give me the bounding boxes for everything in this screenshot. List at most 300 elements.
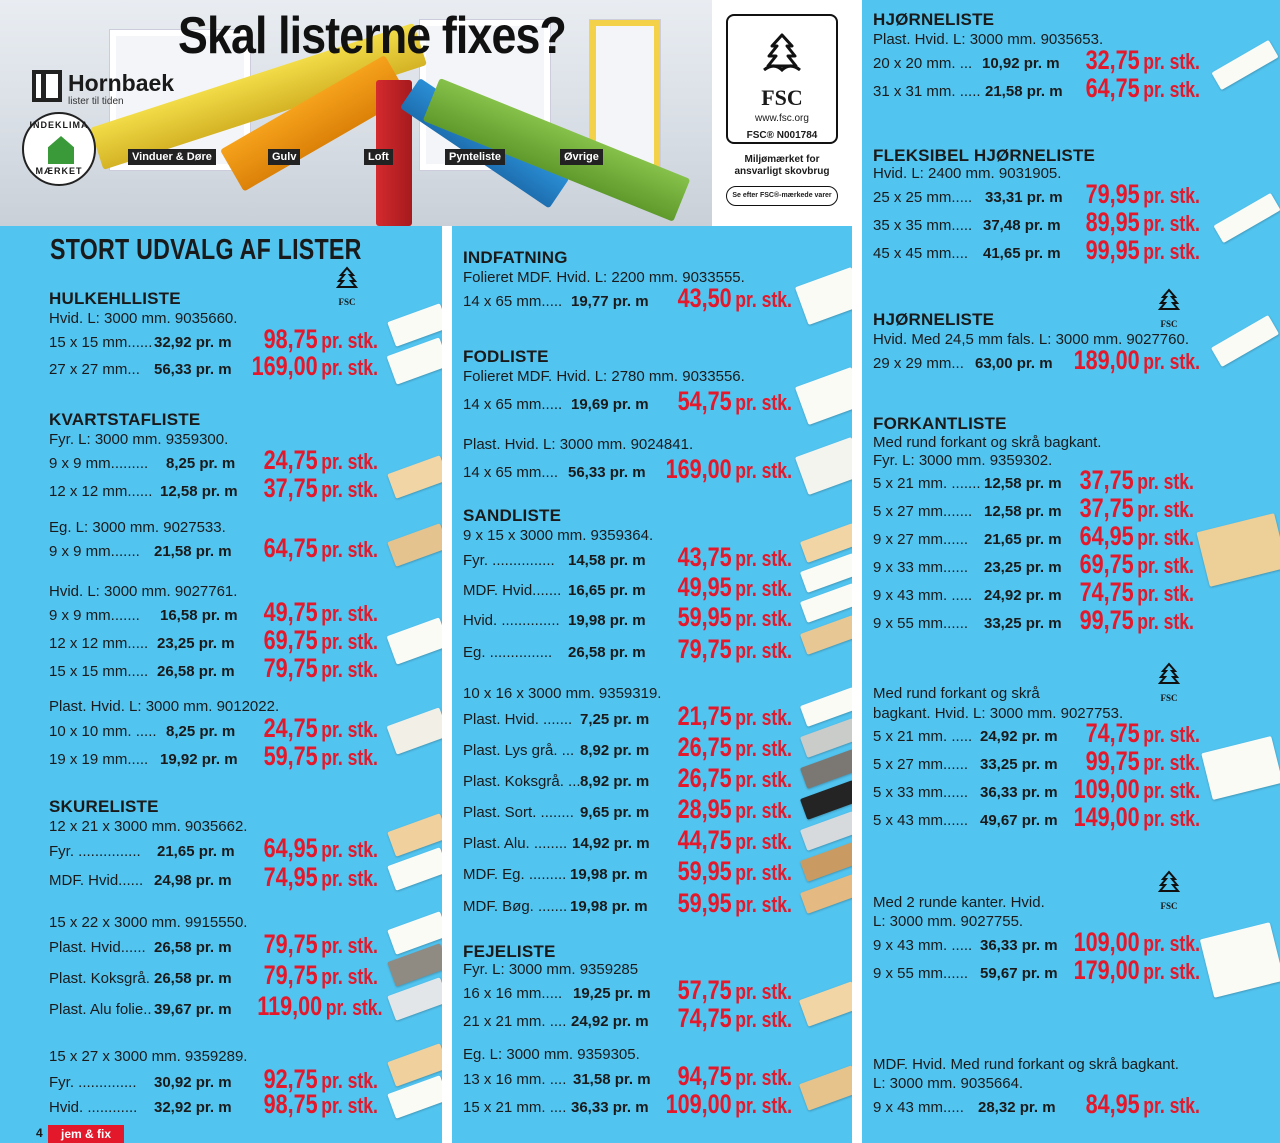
row-price bbox=[666, 1089, 792, 1120]
price-value: 64,75 bbox=[263, 533, 318, 563]
brand-badge: jem & fix bbox=[48, 1125, 124, 1143]
row-price-per-m: 36,33 pr. m bbox=[980, 937, 1058, 954]
page-footer bbox=[0, 1123, 130, 1143]
price-unit: pr. stk. bbox=[1143, 778, 1200, 803]
row-price-per-m: 7,25 pr. m bbox=[580, 711, 650, 728]
kvart-desc-2: Eg. L: 3000 mm. 9027533. bbox=[49, 519, 226, 536]
product-swatch bbox=[387, 707, 442, 754]
row-price-per-m: 21,65 pr. m bbox=[984, 531, 1062, 548]
feje-desc-2: Eg. L: 3000 mm. 9359305. bbox=[463, 1046, 640, 1063]
price-value: 37,75 bbox=[1079, 493, 1134, 523]
price-value: 24,75 bbox=[263, 445, 318, 475]
row-spec: Plast. Sort. ........ bbox=[463, 804, 574, 821]
price-unit: pr. stk. bbox=[735, 736, 792, 761]
price-unit: pr. stk. bbox=[735, 638, 792, 663]
row-price bbox=[678, 825, 792, 856]
row-price bbox=[1086, 45, 1200, 76]
hjorne-title: HJØRNELISTE bbox=[873, 10, 995, 29]
row-price bbox=[264, 653, 378, 684]
price-unit: pr. stk. bbox=[321, 328, 378, 353]
product-swatch bbox=[1211, 315, 1279, 367]
price-value: 57,75 bbox=[677, 975, 732, 1005]
house-icon bbox=[48, 136, 74, 164]
price-value: 149,00 bbox=[1073, 802, 1140, 832]
fsc-mark-text: FSC bbox=[1160, 901, 1178, 911]
price-unit: pr. stk. bbox=[735, 606, 792, 631]
price-unit: pr. stk. bbox=[1143, 959, 1200, 984]
product-swatch bbox=[799, 1065, 852, 1110]
row-price bbox=[264, 833, 378, 864]
row-price bbox=[264, 741, 378, 772]
row-price bbox=[678, 701, 792, 732]
row-price bbox=[1074, 345, 1200, 376]
price-value: 89,95 bbox=[1085, 207, 1140, 237]
product-swatch bbox=[1201, 736, 1280, 800]
price-unit: pr. stk. bbox=[1143, 49, 1200, 74]
forkant-desc-2b: bagkant. Hvid. L: 3000 mm. 9027753. bbox=[873, 705, 1124, 722]
kvart-desc-4: Plast. Hvid. L: 3000 mm. 9012022. bbox=[49, 698, 280, 715]
row-price bbox=[264, 445, 378, 476]
price-unit: pr. stk. bbox=[735, 1065, 792, 1090]
row-spec: 9 x 43 mm. ..... bbox=[873, 587, 973, 604]
hero-label-pynteliste: Pynteliste bbox=[445, 149, 505, 165]
row-spec: Plast. Hvid. ....... bbox=[463, 711, 573, 728]
price-unit: pr. stk. bbox=[735, 287, 792, 312]
price-value: 49,95 bbox=[677, 572, 732, 602]
price-unit: pr. stk. bbox=[735, 979, 792, 1004]
forkant-desc-2: Med rund forkant og skrå bbox=[873, 685, 1040, 702]
price-unit: pr. stk. bbox=[1143, 750, 1200, 775]
price-value: 99,95 bbox=[1085, 235, 1140, 265]
price-unit: pr. stk. bbox=[321, 866, 378, 891]
row-price bbox=[1074, 927, 1200, 958]
price-value: 37,75 bbox=[1079, 465, 1134, 495]
price-unit: pr. stk. bbox=[735, 798, 792, 823]
row-spec: 5 x 21 mm. ..... bbox=[873, 728, 973, 745]
product-swatch bbox=[1213, 193, 1280, 243]
row-price-per-m: 19,25 pr. m bbox=[573, 985, 651, 1002]
indeklima-bottom-text: MÆRKET bbox=[35, 166, 83, 176]
row-price-per-m: 33,25 pr. m bbox=[984, 615, 1062, 632]
row-price bbox=[1080, 605, 1194, 636]
row-spec: 10 x 10 mm. ..... bbox=[49, 723, 157, 740]
row-spec: 25 x 25 mm..... bbox=[873, 189, 973, 206]
row-price bbox=[678, 1003, 792, 1034]
row-price bbox=[1086, 235, 1200, 266]
row-price bbox=[678, 794, 792, 825]
row-price-per-m: 8,25 pr. m bbox=[166, 455, 236, 472]
kvart-desc: Fyr. L: 3000 mm. 9359300. bbox=[49, 431, 229, 448]
row-price-per-m: 33,25 pr. m bbox=[980, 756, 1058, 773]
fsc-logo-box bbox=[726, 14, 838, 144]
row-price-per-m: 32,92 pr. m bbox=[154, 1099, 232, 1116]
row-price-per-m: 36,33 pr. m bbox=[980, 784, 1058, 801]
price-value: 69,75 bbox=[1079, 549, 1134, 579]
row-price bbox=[1080, 493, 1194, 524]
price-value: 43,75 bbox=[677, 542, 732, 572]
row-spec: Plast. Lys grå. ... bbox=[463, 742, 575, 759]
price-unit: pr. stk. bbox=[1143, 1093, 1200, 1118]
price-value: 109,00 bbox=[1073, 927, 1140, 957]
row-spec: 5 x 21 mm. ....... bbox=[873, 475, 981, 492]
row-spec: 9 x 55 mm...... bbox=[873, 615, 969, 632]
fsc-mark bbox=[330, 266, 364, 306]
price-unit: pr. stk. bbox=[735, 705, 792, 730]
forkant-title: FORKANTLISTE bbox=[873, 414, 1007, 433]
row-price bbox=[1080, 521, 1194, 552]
price-value: 79,75 bbox=[263, 960, 318, 990]
price-unit: pr. stk. bbox=[321, 355, 378, 380]
price-value: 64,95 bbox=[263, 833, 318, 863]
section-main-title: STORT UDVALG AF LISTER bbox=[50, 234, 362, 266]
price-value: 59,75 bbox=[263, 741, 318, 771]
forkant-desc-4: MDF. Hvid. Med rund forkant og skrå bagkant. bbox=[873, 1056, 1179, 1073]
row-price bbox=[264, 597, 378, 628]
row-spec: 15 x 21 mm. .... bbox=[463, 1099, 567, 1116]
row-price bbox=[1086, 746, 1200, 777]
row-price bbox=[678, 888, 792, 919]
forkant-desc-b: Fyr. L: 3000 mm. 9359302. bbox=[873, 452, 1053, 469]
indfatning-title: INDFATNING bbox=[463, 248, 568, 267]
price-unit: pr. stk. bbox=[1143, 349, 1200, 374]
row-price-per-m: 16,58 pr. m bbox=[160, 607, 238, 624]
row-spec: 9 x 9 mm....... bbox=[49, 607, 140, 624]
price-value: 109,00 bbox=[665, 1089, 732, 1119]
fsc-panel bbox=[712, 0, 852, 226]
row-price-per-m: 23,25 pr. m bbox=[984, 559, 1062, 576]
price-unit: pr. stk. bbox=[321, 1068, 378, 1093]
product-swatch bbox=[387, 523, 442, 567]
row-price-per-m: 12,58 pr. m bbox=[160, 483, 238, 500]
fsc-mark bbox=[1152, 870, 1186, 910]
price-value: 69,75 bbox=[263, 625, 318, 655]
price-unit: pr. stk. bbox=[321, 964, 378, 989]
row-price bbox=[678, 856, 792, 887]
row-price-per-m: 56,33 pr. m bbox=[154, 361, 232, 378]
fod-desc: Folieret MDF. Hvid. L: 2780 mm. 9033556. bbox=[463, 368, 745, 385]
brand-logo-mark bbox=[32, 70, 62, 102]
skure-title: SKURELISTE bbox=[49, 797, 159, 816]
product-swatch bbox=[1196, 513, 1280, 587]
price-value: 169,00 bbox=[665, 454, 732, 484]
price-value: 26,75 bbox=[677, 732, 732, 762]
row-spec: 9 x 33 mm...... bbox=[873, 559, 969, 576]
row-price bbox=[1074, 774, 1200, 805]
price-value: 74,75 bbox=[1079, 577, 1134, 607]
brand-name: Hornbaek bbox=[68, 70, 175, 96]
price-unit: pr. stk. bbox=[321, 537, 378, 562]
price-unit: pr. stk. bbox=[1143, 722, 1200, 747]
row-price-per-m: 36,33 pr. m bbox=[571, 1099, 649, 1116]
row-price-per-m: 14,58 pr. m bbox=[568, 552, 646, 569]
hjorne2-desc: Hvid. Med 24,5 mm fals. L: 3000 mm. 9027760. bbox=[873, 331, 1189, 348]
forkant-desc-4b: L: 3000 mm. 9035664. bbox=[873, 1075, 1024, 1092]
row-price bbox=[678, 602, 792, 633]
hulkehl-desc: Hvid. L: 3000 mm. 9035660. bbox=[49, 310, 238, 327]
row-price-per-m: 63,00 pr. m bbox=[975, 355, 1053, 372]
row-price bbox=[1074, 955, 1200, 986]
row-price-per-m: 24,92 pr. m bbox=[571, 1013, 649, 1030]
row-spec: 9 x 43 mm..... bbox=[873, 1099, 964, 1116]
sand-title: SANDLISTE bbox=[463, 506, 562, 525]
row-spec: 12 x 12 mm...... bbox=[49, 483, 153, 500]
price-value: 49,75 bbox=[263, 597, 318, 627]
brand-tagline: lister til tiden bbox=[68, 96, 124, 107]
row-price-per-m: 41,65 pr. m bbox=[983, 245, 1061, 262]
price-value: 37,75 bbox=[263, 473, 318, 503]
row-price-per-m: 19,77 pr. m bbox=[571, 293, 649, 310]
row-price-per-m: 30,92 pr. m bbox=[154, 1074, 232, 1091]
price-unit: pr. stk. bbox=[321, 477, 378, 502]
price-unit: pr. stk. bbox=[735, 767, 792, 792]
hero-label-gulv: Gulv bbox=[268, 149, 300, 165]
page-number: 4 bbox=[36, 1126, 43, 1140]
row-price-per-m: 12,58 pr. m bbox=[984, 475, 1062, 492]
price-value: 189,00 bbox=[1073, 345, 1140, 375]
price-unit: pr. stk. bbox=[1143, 931, 1200, 956]
product-swatch bbox=[387, 455, 442, 499]
row-price bbox=[264, 713, 378, 744]
hero-banner bbox=[0, 0, 712, 226]
row-price-per-m: 26,58 pr. m bbox=[157, 663, 235, 680]
price-unit: pr. stk. bbox=[735, 458, 792, 483]
row-spec: Fyr. .............. bbox=[49, 1074, 137, 1091]
forkant-desc: Med rund forkant og skrå bagkant. bbox=[873, 434, 1102, 451]
row-price-per-m: 12,58 pr. m bbox=[984, 503, 1062, 520]
price-value: 98,75 bbox=[263, 324, 318, 354]
headline: Skal listerne fixes? bbox=[178, 7, 566, 65]
hero-label-ovrige: Øvrige bbox=[560, 149, 603, 165]
price-unit: pr. stk. bbox=[735, 1007, 792, 1032]
hjorne2-title: HJØRNELISTE bbox=[873, 310, 995, 329]
row-price-per-m: 33,31 pr. m bbox=[985, 189, 1063, 206]
price-unit: pr. stk. bbox=[1137, 525, 1194, 550]
row-price bbox=[678, 634, 792, 665]
row-price-per-m: 19,98 pr. m bbox=[568, 612, 646, 629]
price-value: 99,75 bbox=[1085, 746, 1140, 776]
price-unit: pr. stk. bbox=[1143, 239, 1200, 264]
price-value: 54,75 bbox=[677, 386, 732, 416]
forkant-desc-3b: L: 3000 mm. 9027755. bbox=[873, 913, 1024, 930]
price-unit: pr. stk. bbox=[1137, 469, 1194, 494]
product-swatch bbox=[387, 617, 442, 664]
price-unit: pr. stk. bbox=[735, 829, 792, 854]
price-unit: pr. stk. bbox=[321, 601, 378, 626]
row-price-per-m: 26,58 pr. m bbox=[154, 970, 232, 987]
fleksibel-desc: Hvid. L: 2400 mm. 9031905. bbox=[873, 165, 1062, 182]
row-price-per-m: 8,25 pr. m bbox=[166, 723, 236, 740]
row-spec: 15 x 15 mm...... bbox=[49, 334, 153, 351]
row-price-per-m: 32,92 pr. m bbox=[154, 334, 232, 351]
product-swatch bbox=[795, 267, 852, 325]
fsc-tree-icon bbox=[1155, 288, 1183, 314]
product-swatch bbox=[795, 437, 852, 495]
hero-label-vinduer: Vinduer & Døre bbox=[128, 149, 216, 165]
row-spec: 12 x 12 mm..... bbox=[49, 635, 149, 652]
row-price-per-m: 56,33 pr. m bbox=[568, 464, 646, 481]
row-price bbox=[1086, 179, 1200, 210]
row-spec: 21 x 21 mm. .... bbox=[463, 1013, 567, 1030]
row-spec: 9 x 9 mm......... bbox=[49, 455, 149, 472]
price-value: 98,75 bbox=[263, 1089, 318, 1119]
price-unit: pr. stk. bbox=[321, 717, 378, 742]
row-spec: 35 x 35 mm..... bbox=[873, 217, 973, 234]
row-price-per-m: 21,65 pr. m bbox=[157, 843, 235, 860]
fsc-description: Miljømærket for ansvarligt skovbrug bbox=[734, 154, 830, 177]
fsc-tree-icon bbox=[1155, 870, 1183, 896]
price-unit: pr. stk. bbox=[1137, 581, 1194, 606]
row-price-per-m: 8,92 pr. m bbox=[580, 742, 650, 759]
row-spec: 15 x 15 mm..... bbox=[49, 663, 149, 680]
price-unit: pr. stk. bbox=[325, 995, 382, 1020]
price-unit: pr. stk. bbox=[321, 933, 378, 958]
row-price bbox=[678, 763, 792, 794]
price-value: 44,75 bbox=[677, 825, 732, 855]
row-price-per-m: 24,92 pr. m bbox=[984, 587, 1062, 604]
fsc-code: FSC® N001784 bbox=[746, 130, 818, 141]
row-spec: 27 x 27 mm... bbox=[49, 361, 140, 378]
row-spec: 9 x 55 mm...... bbox=[873, 965, 969, 982]
row-price bbox=[264, 1089, 378, 1120]
row-spec: 9 x 9 mm....... bbox=[49, 543, 140, 560]
price-value: 26,75 bbox=[677, 763, 732, 793]
price-value: 43,50 bbox=[677, 283, 732, 313]
column-1 bbox=[0, 226, 442, 1143]
row-price bbox=[1086, 1089, 1200, 1120]
row-price bbox=[1086, 73, 1200, 104]
price-unit: pr. stk. bbox=[735, 546, 792, 571]
price-unit: pr. stk. bbox=[735, 1093, 792, 1118]
row-spec: Hvid. .............. bbox=[463, 612, 560, 629]
indfatning-desc: Folieret MDF. Hvid. L: 2200 mm. 9033555. bbox=[463, 269, 745, 286]
price-value: 64,75 bbox=[1085, 73, 1140, 103]
price-unit: pr. stk. bbox=[321, 837, 378, 862]
price-value: 79,75 bbox=[677, 634, 732, 664]
hero-label-loft: Loft bbox=[364, 149, 393, 165]
price-value: 179,00 bbox=[1073, 955, 1140, 985]
price-value: 59,95 bbox=[677, 602, 732, 632]
hjorne-desc: Plast. Hvid. L: 3000 mm. 9035653. bbox=[873, 31, 1104, 48]
row-spec: Plast. Alu. ........ bbox=[463, 835, 568, 852]
fsc-mark bbox=[1152, 662, 1186, 702]
price-unit: pr. stk. bbox=[321, 745, 378, 770]
row-price bbox=[264, 862, 378, 893]
row-spec: 9 x 27 mm...... bbox=[873, 531, 969, 548]
row-price-per-m: 39,67 pr. m bbox=[154, 1001, 232, 1018]
kvart-desc-3: Hvid. L: 3000 mm. 9027761. bbox=[49, 583, 238, 600]
skure-desc-3: 15 x 27 x 3000 mm. 9359289. bbox=[49, 1048, 248, 1065]
fsc-name: FSC bbox=[761, 85, 803, 110]
price-value: 24,75 bbox=[263, 713, 318, 743]
fsc-tree-icon bbox=[333, 266, 361, 292]
row-price-per-m: 19,92 pr. m bbox=[160, 751, 238, 768]
kvart-title: KVARTSTAFLISTE bbox=[49, 410, 201, 429]
product-swatch bbox=[1211, 40, 1278, 90]
price-value: 64,95 bbox=[1079, 521, 1134, 551]
row-spec: MDF. Bøg. ....... bbox=[463, 898, 568, 915]
row-spec: 14 x 65 mm..... bbox=[463, 293, 563, 310]
price-value: 59,95 bbox=[677, 888, 732, 918]
price-unit: pr. stk. bbox=[1137, 497, 1194, 522]
row-price-per-m: 26,58 pr. m bbox=[568, 644, 646, 661]
row-price bbox=[264, 533, 378, 564]
price-value: 79,75 bbox=[263, 653, 318, 683]
price-unit: pr. stk. bbox=[1137, 553, 1194, 578]
skure-desc-2: 15 x 22 x 3000 mm. 9915550. bbox=[49, 914, 248, 931]
price-unit: pr. stk. bbox=[321, 657, 378, 682]
fsc-mark bbox=[1152, 288, 1186, 328]
price-value: 59,95 bbox=[677, 856, 732, 886]
fsc-mark-text: FSC bbox=[338, 297, 356, 307]
row-price-per-m: 19,98 pr. m bbox=[570, 898, 648, 915]
row-price-per-m: 19,69 pr. m bbox=[571, 396, 649, 413]
skure-desc: 12 x 21 x 3000 mm. 9035662. bbox=[49, 818, 248, 835]
row-price-per-m: 21,58 pr. m bbox=[154, 543, 232, 560]
row-spec: Fyr. ............... bbox=[49, 843, 141, 860]
row-spec: Eg. ............... bbox=[463, 644, 553, 661]
price-value: 28,95 bbox=[677, 794, 732, 824]
indeklima-badge bbox=[22, 112, 96, 186]
price-unit: pr. stk. bbox=[1143, 211, 1200, 236]
row-price-per-m: 59,67 pr. m bbox=[980, 965, 1058, 982]
row-price bbox=[678, 386, 792, 417]
row-price bbox=[678, 732, 792, 763]
product-swatch bbox=[795, 367, 852, 425]
price-unit: pr. stk. bbox=[735, 390, 792, 415]
sand-desc-2: 10 x 16 x 3000 mm. 9359319. bbox=[463, 685, 662, 702]
row-price bbox=[678, 1061, 792, 1092]
fod-title: FODLISTE bbox=[463, 347, 549, 366]
fleksibel-title: FLEKSIBEL HJØRNELISTE bbox=[873, 146, 1096, 165]
row-price bbox=[264, 625, 378, 656]
row-spec: Plast. Hvid...... bbox=[49, 939, 146, 956]
row-spec: Plast. Koksgrå. bbox=[49, 970, 150, 987]
row-price bbox=[678, 283, 792, 314]
price-unit: pr. stk. bbox=[1143, 806, 1200, 831]
row-price bbox=[1080, 549, 1194, 580]
row-price bbox=[666, 454, 792, 485]
row-price-per-m: 31,58 pr. m bbox=[573, 1071, 651, 1088]
row-price-per-m: 14,92 pr. m bbox=[572, 835, 650, 852]
price-value: 74,95 bbox=[263, 862, 318, 892]
sand-desc: 9 x 15 x 3000 mm. 9359364. bbox=[463, 527, 654, 544]
fsc-search-pill: Se efter FSC®-mærkede varer bbox=[726, 186, 838, 206]
price-unit: pr. stk. bbox=[735, 860, 792, 885]
row-price-per-m: 49,67 pr. m bbox=[980, 812, 1058, 829]
price-value: 99,75 bbox=[1079, 605, 1134, 635]
price-value: 84,95 bbox=[1085, 1089, 1140, 1119]
price-unit: pr. stk. bbox=[1137, 609, 1194, 634]
row-price bbox=[1074, 802, 1200, 833]
row-spec: 16 x 16 mm..... bbox=[463, 985, 563, 1002]
row-spec: 20 x 20 mm. ... bbox=[873, 55, 973, 72]
fsc-tree-icon bbox=[1155, 662, 1183, 688]
column-2 bbox=[452, 226, 852, 1143]
row-price-per-m: 23,25 pr. m bbox=[157, 635, 235, 652]
fsc-mark-text: FSC bbox=[1160, 319, 1178, 329]
row-spec: 45 x 45 mm.... bbox=[873, 245, 969, 262]
row-spec: 5 x 33 mm...... bbox=[873, 784, 969, 801]
price-value: 109,00 bbox=[1073, 774, 1140, 804]
fsc-mark-text: FSC bbox=[1160, 693, 1178, 703]
price-value: 169,00 bbox=[251, 351, 318, 381]
row-price bbox=[264, 960, 378, 991]
fsc-url: www.fsc.org bbox=[755, 113, 809, 124]
price-unit: pr. stk. bbox=[321, 1093, 378, 1118]
row-price-per-m: 24,92 pr. m bbox=[980, 728, 1058, 745]
price-unit: pr. stk. bbox=[321, 449, 378, 474]
row-price bbox=[264, 473, 378, 504]
